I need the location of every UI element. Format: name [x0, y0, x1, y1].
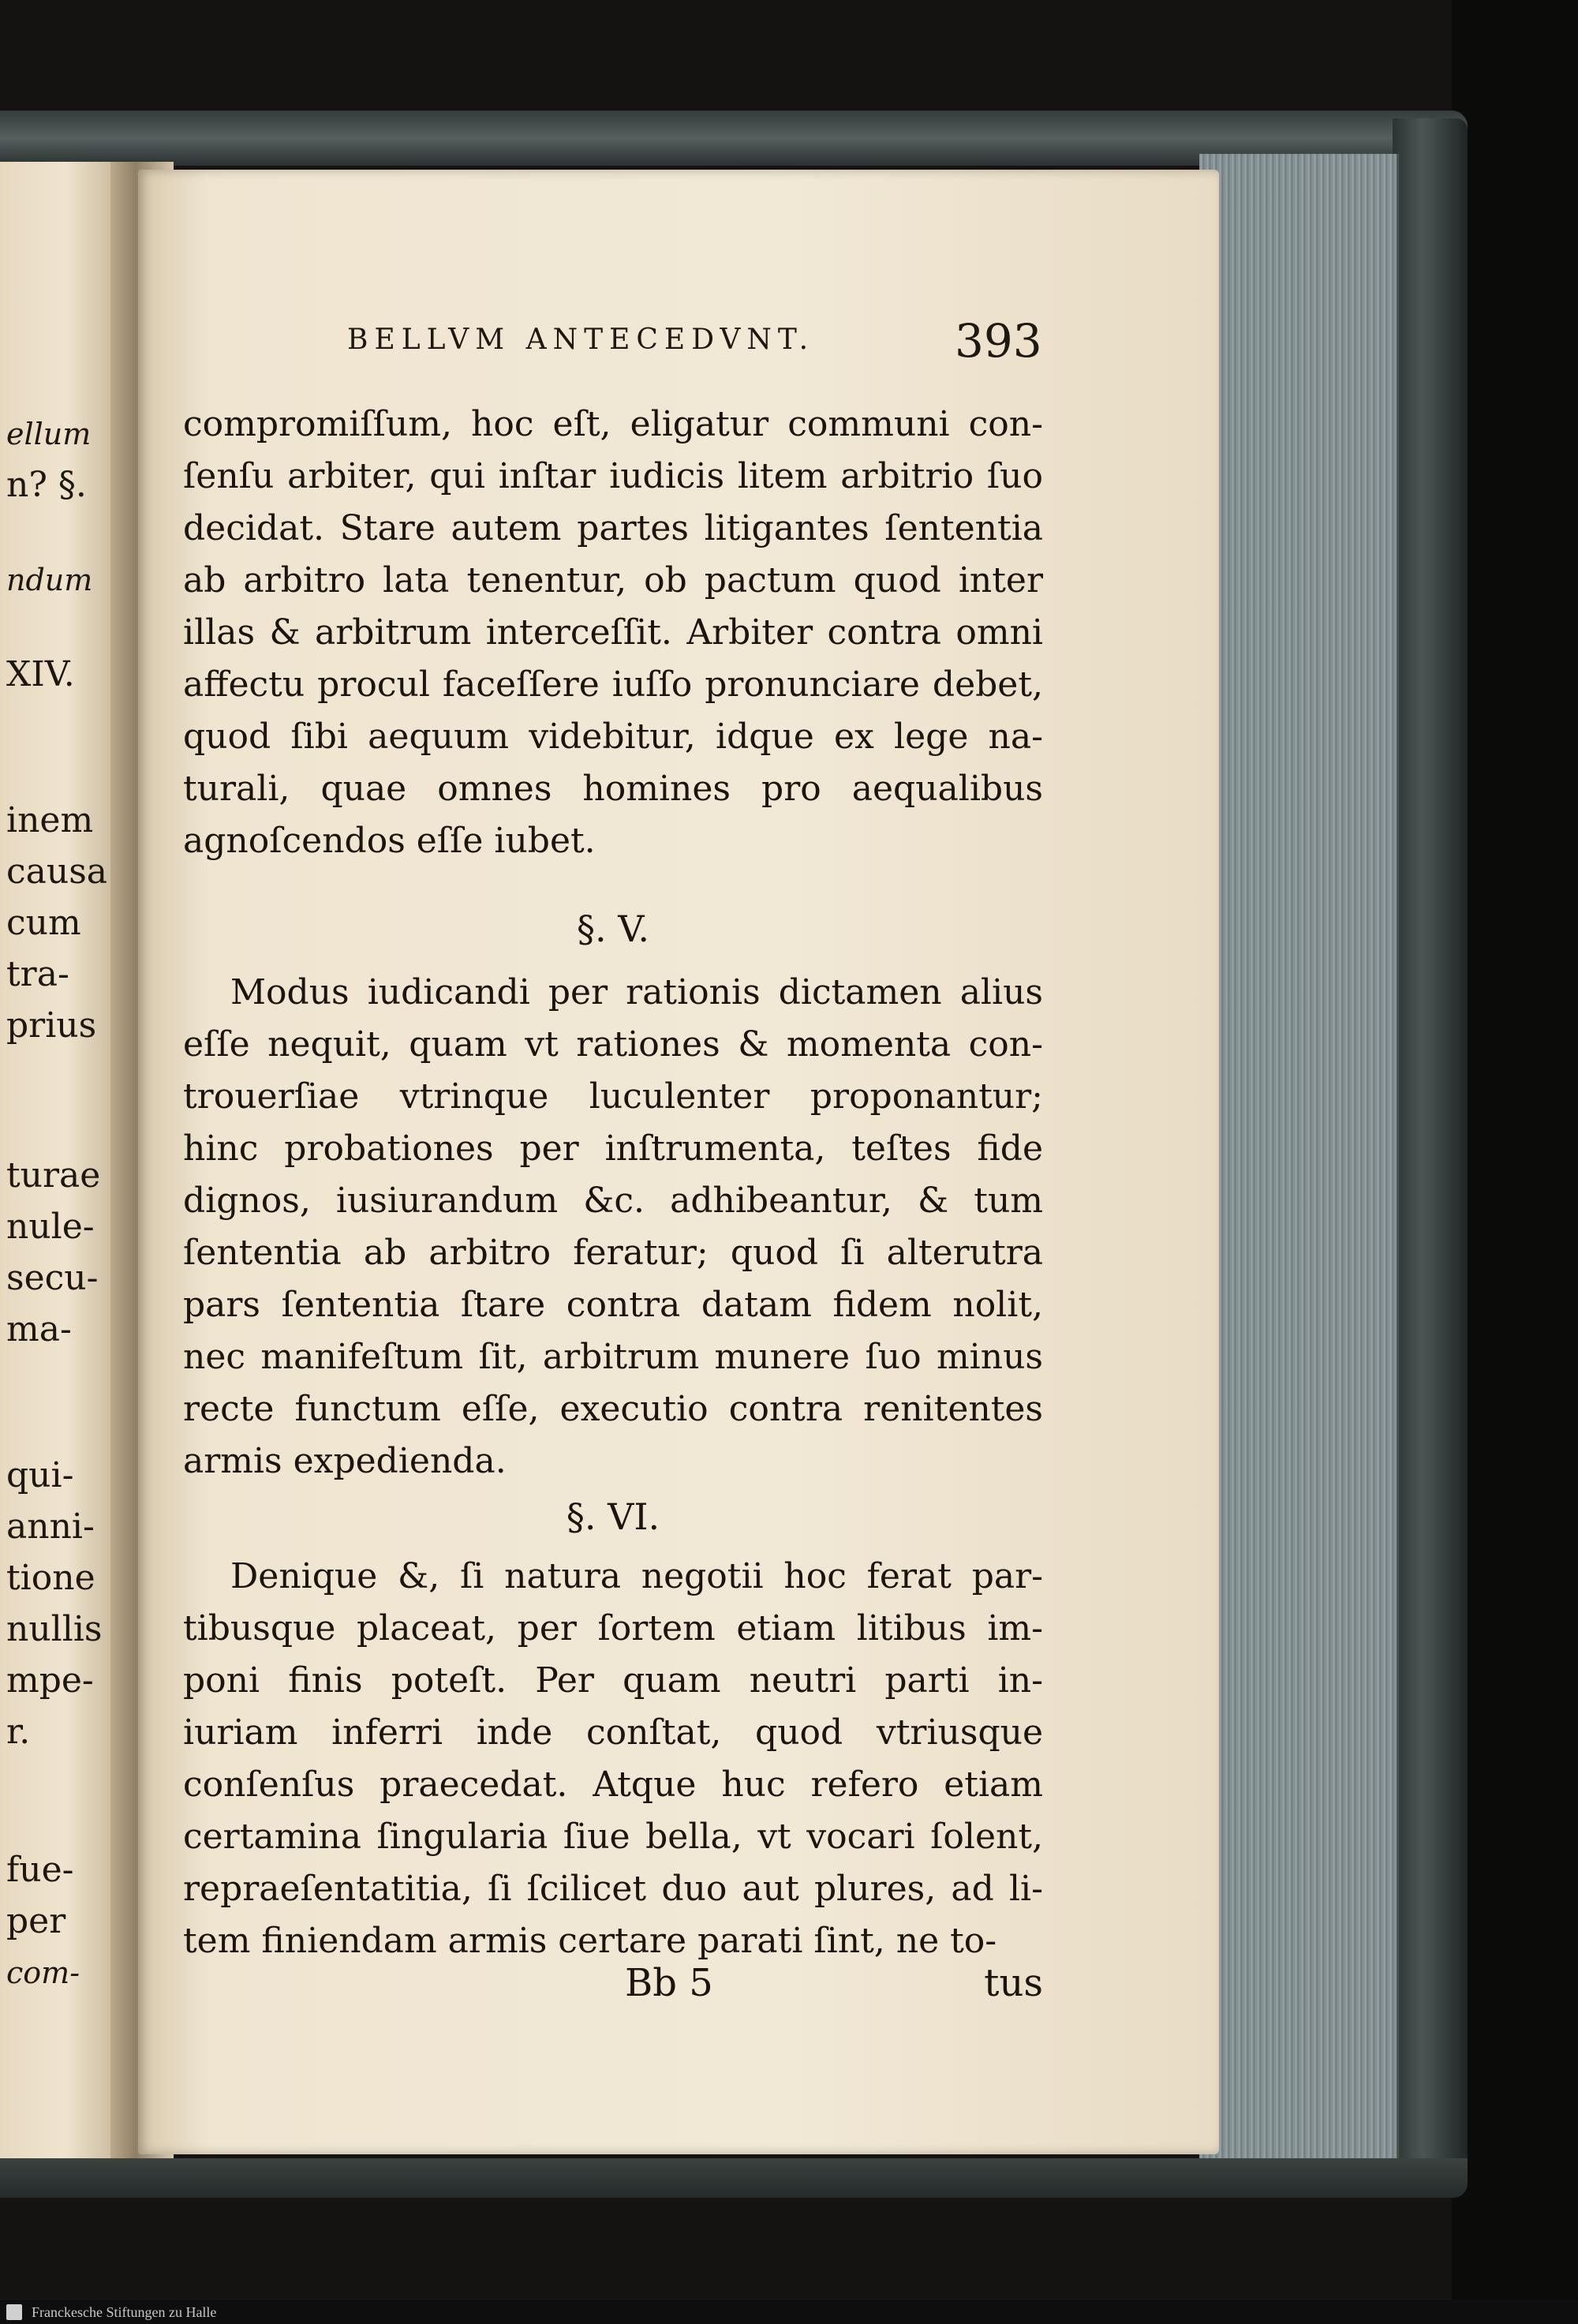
- text-line: hinc probationes per inſtrumenta, teſtes fide: [183, 1128, 1043, 1169]
- paragraph-1: [183, 399, 1043, 867]
- text-line: Modus iudicandi per rationis dictamen alius: [230, 972, 1043, 1012]
- verso-fragment: XIV.: [6, 654, 75, 694]
- section-heading-6: §. VI.: [566, 1495, 660, 1538]
- verso-fragment: nule-: [6, 1207, 95, 1247]
- text-line: nec manifeſtum ſit, arbitrum munere ſuo minus: [183, 1337, 1043, 1377]
- text-line: conſenſus praecedat. Atque huc refero etiam: [183, 1765, 1043, 1805]
- text-line: certamina ſingularia ſiue bella, vt vocari ſolent,: [183, 1817, 1043, 1857]
- text-line: tem finiendam armis certare parati ſint, ne to-: [183, 1921, 997, 1961]
- verso-fragment: ndum: [6, 563, 93, 597]
- text-line: compromiſſum, hoc eſt, eligatur communi con-: [183, 404, 1043, 444]
- text-line: ab arbitro lata tenentur, ob pactum quod inter: [183, 560, 1043, 601]
- verso-fragment: com-: [6, 1955, 80, 1990]
- catchword: tus: [984, 1961, 1043, 2005]
- verso-fragment: fue-: [6, 1850, 74, 1890]
- text-line: affectu procul faceſſere iuſſo pronunciare debet,: [183, 664, 1043, 705]
- paragraph-3: [183, 1551, 1043, 1967]
- institution-logo-icon: [6, 2304, 22, 2320]
- text-line: repraeſentatitia, ſi ſcilicet duo aut plures, ad li-: [183, 1869, 1043, 1909]
- verso-fragment: inem: [6, 800, 94, 840]
- verso-fragment: ellum: [6, 417, 92, 451]
- verso-fragment: r.: [6, 1712, 31, 1752]
- text-line: dignos, iusiurandum &c. adhibeantur, & tum: [183, 1181, 1043, 1221]
- text-line: illas & arbitrum interceſſit. Arbiter contra omni: [183, 612, 1043, 653]
- text-line: iuriam inferri inde conſtat, quod vtriusque: [183, 1712, 1043, 1753]
- text-line: recte functum eſſe, executio contra renitentes: [183, 1389, 1043, 1429]
- text-line: decidat. Stare autem partes litigantes ſententia: [183, 508, 1043, 548]
- text-line: pars ſententia ſtare contra datam fidem nolit,: [183, 1285, 1043, 1325]
- text-line: Denique &, ſi natura negotii hoc ferat par-: [230, 1556, 1043, 1596]
- text-line: poni finis poteſt. Per quam neutri parti in-: [183, 1660, 1043, 1701]
- text-line: eſſe nequit, quam vt rationes & momenta con-: [183, 1024, 1043, 1065]
- text-line: tibusque placeat, per ſortem etiam litibus im-: [183, 1608, 1043, 1649]
- verso-fragment: anni-: [6, 1506, 95, 1547]
- running-head: BELLVM ANTECEDVNT.: [347, 324, 815, 356]
- paragraph-2: [183, 967, 1043, 1488]
- catchline: [183, 1961, 1043, 2016]
- verso-fragment: turae: [6, 1155, 101, 1196]
- verso-fragment: tione: [6, 1558, 95, 1598]
- text-line: ſententia ab arbitro feratur; quod ſi alterutra: [183, 1233, 1043, 1273]
- verso-fragment: mpe-: [6, 1660, 94, 1701]
- verso-fragment: per: [6, 1901, 66, 1941]
- verso-fragment: cum: [6, 903, 81, 943]
- verso-fragment: causa: [6, 851, 108, 892]
- verso-fragment: prius: [6, 1005, 97, 1046]
- verso-fragment: n? §.: [6, 465, 87, 505]
- verso-fragment: nullis: [6, 1609, 103, 1649]
- text-line: turali, quae omnes homines pro aequalibus: [183, 769, 1043, 809]
- footer-label: Franckesche Stiftungen zu Halle: [32, 2304, 217, 2320]
- verso-fragment: qui-: [6, 1455, 74, 1495]
- text-line: trouerſiae vtrinque luculenter proponantur;: [183, 1076, 1043, 1117]
- footer-bar: [0, 2300, 1578, 2324]
- verso-fragment: tra-: [6, 954, 69, 994]
- verso-fragment: secu-: [6, 1258, 99, 1298]
- verso-fragment: ma-: [6, 1309, 72, 1349]
- section-heading-5: §. V.: [576, 908, 650, 950]
- book-fore-edge: [1199, 154, 1399, 2162]
- text-line: quod ſibi aequum videbitur, idque ex lege na-: [183, 717, 1043, 757]
- book-cover-right: [1393, 118, 1468, 2186]
- text-line: ſenſu arbiter, qui inſtar iudicis litem arbitrio ſuo: [183, 456, 1043, 496]
- page-number: 393: [955, 314, 1042, 368]
- backdrop: [1452, 0, 1578, 2324]
- text-line: armis expedienda.: [183, 1441, 507, 1481]
- text-line: agnoſcendos eſſe iubet.: [183, 821, 596, 861]
- signature-mark: Bb 5: [625, 1961, 713, 2005]
- book-cover-bottom: [0, 2158, 1468, 2198]
